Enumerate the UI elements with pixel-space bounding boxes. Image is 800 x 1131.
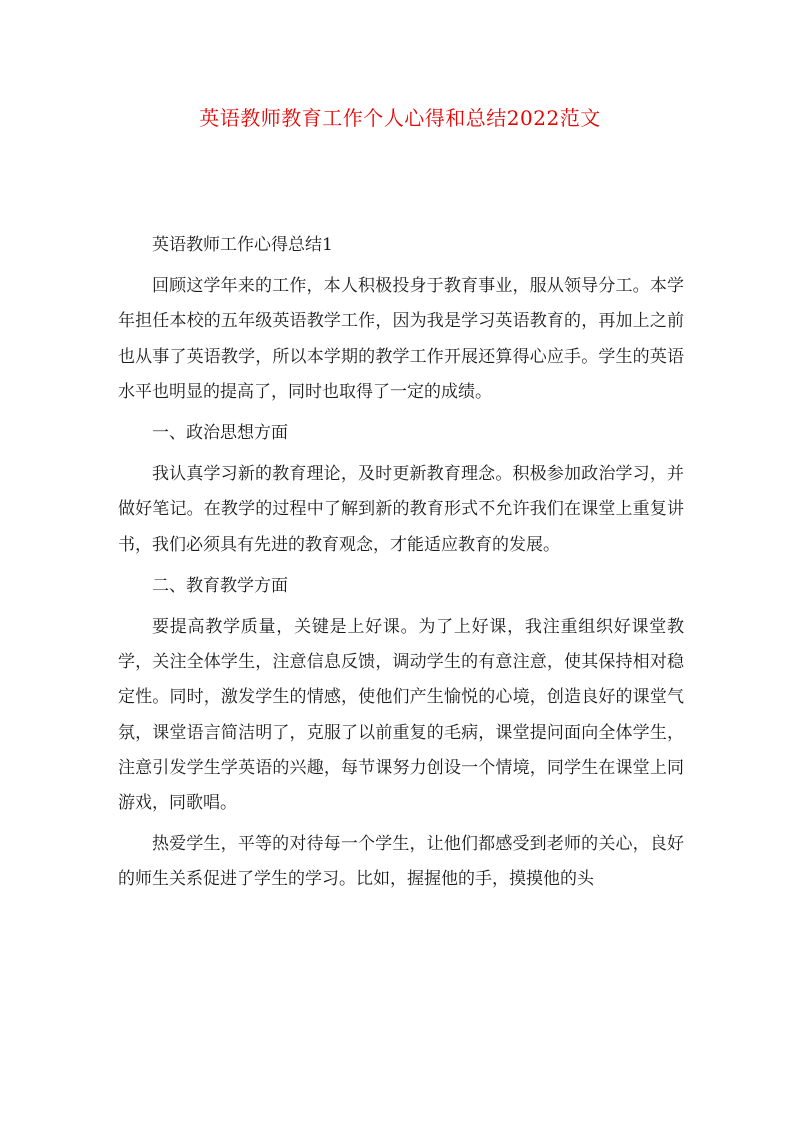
section-heading: 一、政治思想方面 (152, 423, 288, 444)
document-body (118, 228, 684, 904)
section-heading: 英语教师工作心得总结1 (152, 235, 333, 255)
body-paragraph: 我认真学习新的教育理论，及时更新教育理念。积极参加政治学习，并做好笔记。在教学的过程中了解到新的教育形式不允许我们在课堂上重复讲书，我们必须具有先进的教育观念，才能适应教育的发展。 (118, 464, 684, 555)
body-paragraph: 回顾这学年来的工作，本人积极投身于教育事业，服从领导分工。本学年担任本校的五年级英语教学工作，因为我是学习英语教育的，再加上之前也从事了英语教学，所以本学期的教学工作开展还算得心应手。学生的英语水平也明显的提高了，同时也取得了一定的成绩。 (118, 276, 684, 402)
section-heading: 二、教育教学方面 (152, 575, 288, 596)
body-paragraph: 要提高教学质量，关键是上好课。为了上好课，我注重组织好课堂教学，关注全体学生，注意信息反馈，调动学生的有意注意，使其保持相对稳定性。同时，激发学生的情感，使他们产生愉悦的心境，创造良好的课堂气氛，课堂语言简洁明了，克服了以前重复的毛病，课堂提问面向全体学生，注意引发学生学英语的兴趣，每节课努力创设一个情境，同学生在课堂上同游戏，同歌唱。 (118, 617, 684, 814)
document-title: 英语教师教育工作个人心得和总结2022范文 (199, 106, 601, 130)
body-paragraph: 热爱学生，平等的对待每一个学生，让他们都感受到老师的关心，良好的师生关系促进了学生的学习。比如，握握他的手，摸摸他的头 (118, 834, 684, 890)
